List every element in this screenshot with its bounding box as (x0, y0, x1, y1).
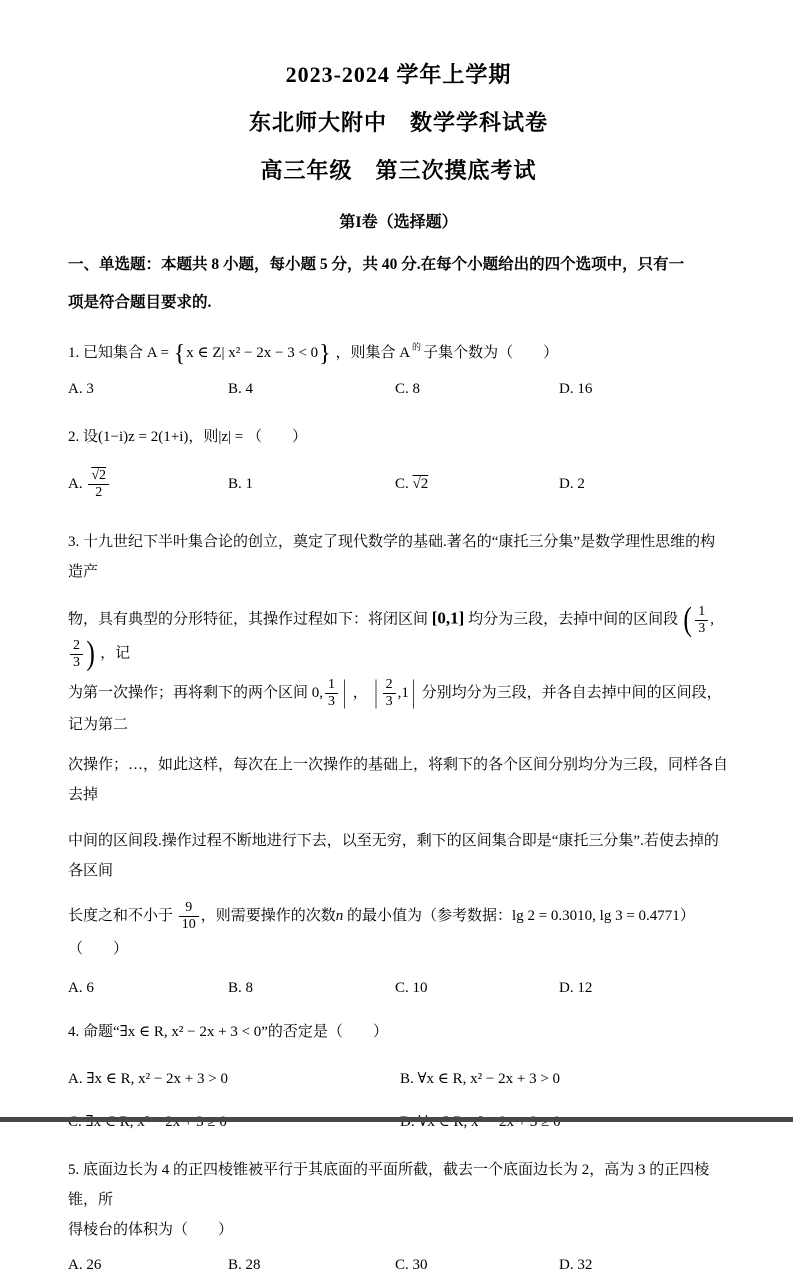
interval-bar: | (343, 676, 347, 711)
q2-option-c: C. √2 (395, 476, 429, 493)
q4-option-a: A. ∃x ∈ R, x² − 2x + 3 > 0 (68, 1070, 228, 1087)
q3-option-a: A. 6 (68, 979, 94, 996)
question-3-line-5: 中间的区间段.操作过程不断地进行下去，以至无穷，剩下的区间集合即是“康托三分集”.若使去掉的各区间 (68, 833, 719, 880)
question-2-options (68, 468, 729, 501)
q2-option-a: A. $\frac{√2}{2}$ (68, 468, 228, 501)
question-3-line-4: 次操作；…，如此这样，每次在上一次操作的基础上，将剩下的各个区间分别均分为三段，同样各自去掉 (68, 757, 729, 804)
page-bottom-border (0, 1117, 793, 1122)
q1-set-formula: A = {x ∈ Z| x² − 2x − 3 < 0} (146, 341, 331, 367)
q5-option-a: A. 26 (68, 1256, 102, 1273)
q1-text-mid: ，则集合 A (335, 345, 411, 361)
q1-option-d: D. 16 (559, 381, 593, 397)
q5-option-c: C. 30 (395, 1256, 428, 1273)
question-3-line-1: 3. 十九世纪下半叶集合论的创立，奠定了现代数学的基础.著名的“康托三分集”是数学理性思维的构造产 (68, 534, 716, 581)
question-3-line-2: 物，具有典型的分形特征，其操作过程如下：将闭区间 [0,1] 均分为三段，去掉中间的区间段 ( $\frac{1}{3}$ , $\frac{2}{3}$ ) ，记 (68, 601, 714, 673)
q1-option-c: C. 8 (395, 381, 421, 397)
variable-n: n (335, 908, 344, 925)
q3-reference-data: lg 2 = 0.3010, lg 3 = 0.4771 (512, 908, 680, 925)
fraction-1-3: $\frac{1}{3}$ (695, 604, 708, 637)
interval-bar: | (374, 676, 378, 711)
section-1-heading-line-2: 项是符合题目要求的. (68, 294, 212, 311)
question-1-options (68, 381, 729, 398)
close-brace: } (319, 341, 331, 367)
q5-option-d: D. 32 (559, 1256, 593, 1273)
q1-text-prefix: 1. 已知集合 (68, 345, 144, 361)
question-4-stem: 4. 命题“∃x ∈ R, x² − 2x + 3 < 0”的否定是（ ） (68, 1023, 388, 1040)
sqrt2-over-2-fraction: $\frac{√2}{2}$ (88, 468, 109, 501)
q2-abs-z: |z| = (218, 429, 244, 445)
q1-option-a: A. 3 (68, 381, 94, 397)
q1-superscript-de: 的 (412, 342, 422, 352)
fraction-2-3: $\frac{2}{3}$ (383, 677, 396, 710)
q2-answer-blank: （ ） (243, 429, 307, 445)
q4-option-b: B. ∀x ∈ R, x² − 2x + 3 > 0 (400, 1070, 561, 1087)
question-5-stem-line-2: 得棱台的体积为（ ） (68, 1221, 234, 1238)
q1-text-suffix: 子集个数为（ ） (423, 345, 559, 361)
q3-option-b: B. 8 (228, 979, 254, 996)
interval-0-one-third: 0, $\frac{1}{3}$ | (312, 685, 353, 701)
q5-option-b: B. 28 (228, 1256, 261, 1273)
q2-option-d: D. 2 (559, 476, 585, 493)
close-paren: ) (86, 635, 95, 673)
q1-option-b: B. 4 (228, 381, 254, 397)
question-3-options (68, 980, 729, 997)
exam-grade-session-title: 高三年级 第三次摸底考试 (260, 158, 537, 183)
question-1-stem (68, 332, 729, 369)
question-5-stem-line-1: 5. 底面边长为 4 的正四棱锥被平行于其底面的平面所截，截去一个底面边长为 2，高为 3 的正四棱锥，所 (68, 1161, 710, 1208)
question-5-options (68, 1257, 729, 1274)
q2-formula: 2. 设(1−i)z = 2(1+i)，则 (68, 429, 219, 445)
fraction-1-3: $\frac{1}{3}$ (325, 677, 338, 710)
section-1-heading-line-1: 一、单选题：本题共 8 小题，每小题 5 分，共 40 分.在每个小题给出的四个选项中，只有一 (68, 256, 685, 273)
closed-interval-0-1: [0,1] (431, 608, 465, 628)
fraction-9-10: $\frac{9}{10}$ (179, 900, 199, 933)
sqrt2-radical: √2 (412, 476, 429, 493)
interval-bar: | (411, 676, 415, 711)
open-brace: { (173, 341, 186, 367)
q3-option-d: D. 12 (559, 979, 593, 996)
question-3-line-3: 为第一次操作；再将剩下的两个区间 0, $\frac{1}{3}$ | ， | $\frac{2}{3}$ ,1 | 分别均分为三段，并各自去掉中间的区间段，记为第二 (68, 677, 729, 740)
exam-school-subject-title: 东北师大附中 数学学科试卷 (248, 110, 548, 135)
interval-two-thirds-1: | $\frac{2}{3}$ ,1 | (372, 685, 422, 701)
open-paren: ( (683, 601, 692, 639)
exam-year-title: 2023-2024 学年上学期 (285, 62, 512, 87)
question-2-stem (68, 422, 729, 452)
q3-option-c: C. 10 (395, 979, 428, 996)
paper-part-title: 第I卷（选择题） (339, 214, 458, 231)
q2-option-b: B. 1 (228, 476, 254, 493)
question-3-line-6: 长度之和不小于 $\frac{9}{10}$ ，则需要操作的次数n 的最小值为（参考数据：lg 2 = 0.3010, lg 3 = 0.4771）（ ） (68, 900, 695, 957)
fraction-2-3: $\frac{2}{3}$ (70, 638, 83, 671)
